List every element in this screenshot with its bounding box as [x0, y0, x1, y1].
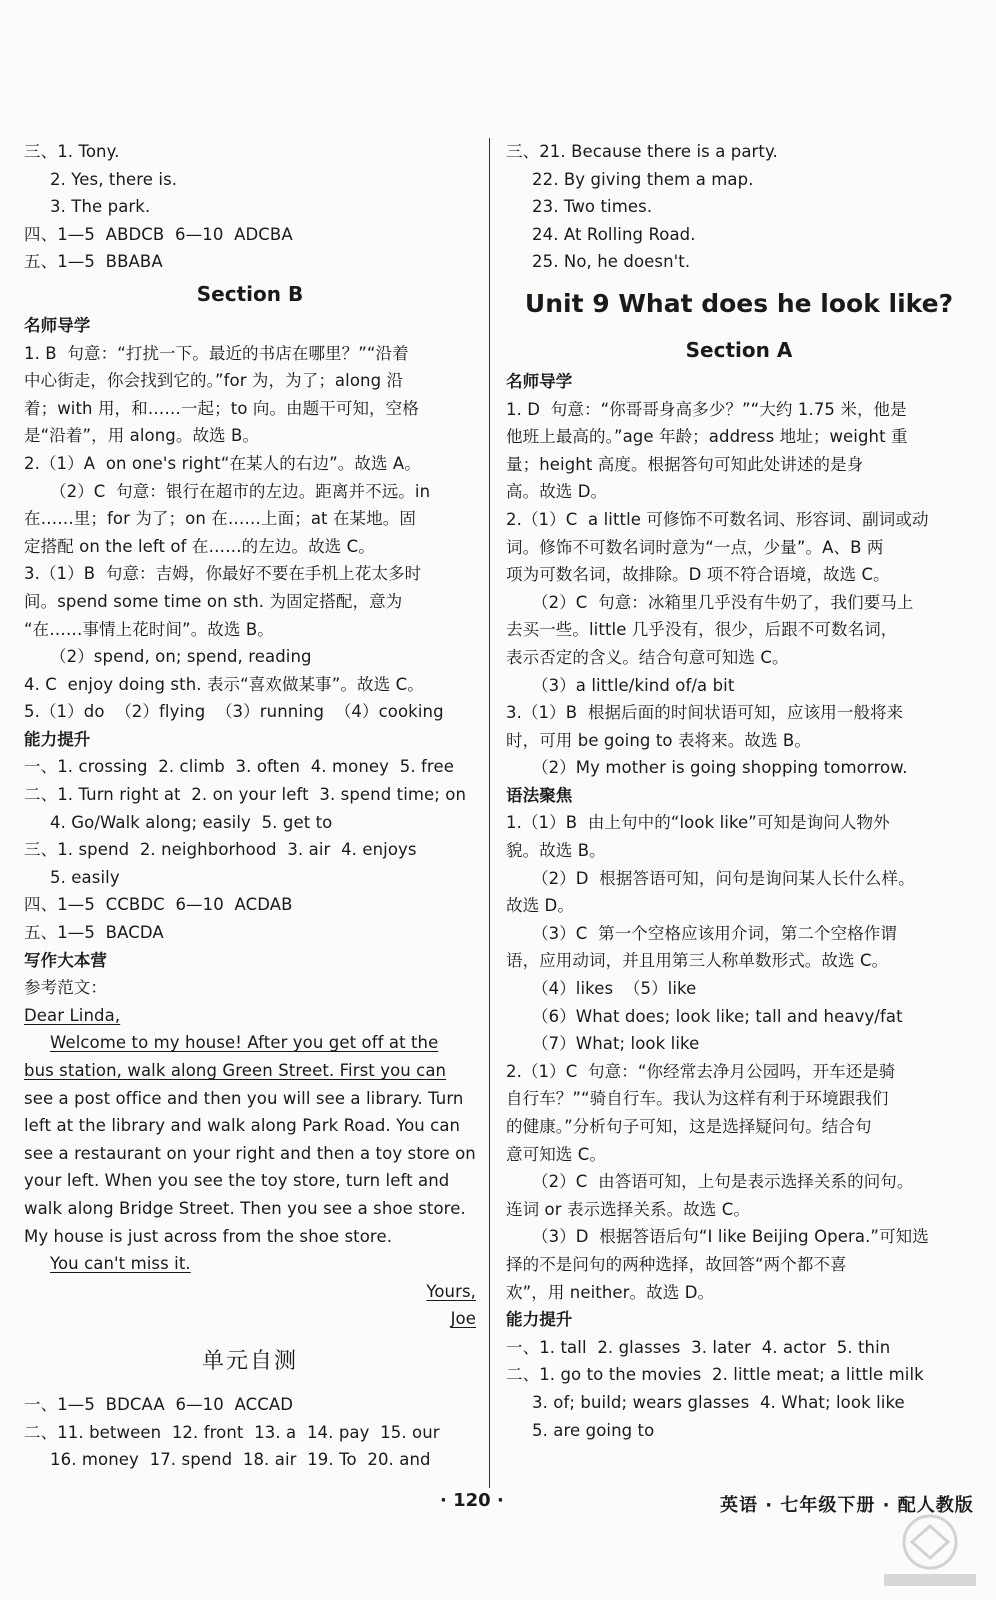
- text-line: My house is just across from the shoe store.: [24, 1226, 393, 1246]
- text-line: 欢”，用 neither。故选 D。: [506, 1282, 715, 1302]
- text-line: 2.（1）C a little 可修饰不可数名词、形容词、副词或动: [506, 509, 929, 529]
- text-line: walk along Bridge Street. Then you see a shoe store.: [24, 1198, 466, 1218]
- text-line: 1. B 句意：“打扰一下。最近的书店在哪里？”“沿着: [24, 343, 409, 363]
- text-line: 二、11. between 12. front 13. a 14. pay 15. our: [24, 1422, 440, 1442]
- text-line: 二、1. go to the movies 2. little meat; a little milk: [506, 1365, 924, 1385]
- subheading: 能力提升: [24, 729, 91, 749]
- text-line: 5. are going to: [532, 1420, 655, 1440]
- text-line: 词。修饰不可数名词时意为“一点，少量”。A、B 两: [506, 537, 884, 557]
- book-label: 英语 · 七年级下册 · 配人教版: [720, 1495, 974, 1516]
- text-line: 一、1—5 BDCAA 6—10 ACCAD: [24, 1394, 294, 1414]
- text-line: （3）C 第一个空格应该用介词，第二个空格作谓: [532, 923, 897, 943]
- text-line: 间。spend some time on sth. 为固定搭配，意为: [24, 591, 403, 611]
- text-line: 中心街走，你会找到它的。”for 为，为了；along 沿: [24, 371, 404, 391]
- underlined-text: Welcome to my house! After you get off at the: [50, 1033, 439, 1053]
- text-line: 22. By giving them a map.: [532, 169, 754, 189]
- text-line: 连词 or 表示选择关系。故选 C。: [506, 1199, 750, 1219]
- text-line: 五、1—5 BACDA: [24, 923, 164, 943]
- text-line: [24, 1057, 476, 1085]
- text-line: 的健康。”分析句子可知，这是选择疑问句。结合句: [506, 1117, 872, 1136]
- text-line: 23. Two times.: [532, 197, 653, 217]
- page-number: · 120 ·: [440, 1490, 504, 1511]
- text-line: 一、1. crossing 2. climb 3. often 4. money 5. free: [24, 757, 454, 777]
- text-line: 是“沿着”，用 along。故选 B。: [24, 426, 260, 446]
- text-line: 四、1—5 CCBDC 6—10 ACDAB: [24, 895, 293, 915]
- column-divider: [489, 138, 490, 1488]
- text-line: left at the library and walk along Park Road. You can: [24, 1116, 461, 1136]
- text-line: 1. D 句意：“你哥哥身高多少？”“大约 1.75 米，他是: [506, 399, 907, 419]
- text-line: 择的不是问句的两种选择，故回答“两个都不喜: [506, 1254, 847, 1274]
- text-line: 五、1—5 BBABA: [24, 252, 163, 272]
- text-line: 3. The park.: [50, 197, 151, 217]
- text-line: [24, 1002, 476, 1030]
- text-line: 貌。故选 B。: [506, 841, 606, 861]
- text-line: （2）spend, on; spend, reading: [50, 647, 312, 667]
- text-line: （6）What does; look like; tall and heavy/fat: [532, 1006, 903, 1026]
- underlined-text: bus station, walk along Green Street. First you can: [24, 1061, 447, 1080]
- text-line: 定搭配 on the left of 在……的左边。故选 C。: [24, 536, 375, 556]
- text-line: 3.（1）B 句意：吉姆，你最好不要在手机上花太多时: [24, 564, 422, 584]
- text-line: 2. Yes, there is.: [50, 169, 178, 189]
- text-line: 25. No, he doesn't.: [532, 252, 691, 272]
- text-line: （2）C 句意：银行在超市的左边。距离并不远。in: [50, 481, 431, 501]
- underlined-text: Joe: [450, 1309, 476, 1329]
- unit-test-heading: 单元自测: [201, 1348, 298, 1374]
- text-line: see a post office and then you will see a library. Turn: [24, 1088, 464, 1108]
- text-line: 自行车？”“骑自行车。我认为这样有利于环境跟我们: [506, 1089, 889, 1109]
- text-line: [24, 1029, 476, 1057]
- unit-title: Unit 9 What does he look like?: [524, 288, 954, 318]
- underlined-text: Yours,: [426, 1281, 476, 1301]
- text-line: 三、1. Tony.: [24, 142, 120, 161]
- text-line: 3.（1）B 根据后面的时间状语可知，应该用一般将来: [506, 703, 904, 723]
- text-line: 5. easily: [50, 867, 120, 887]
- text-line: 三、21. Because there is a party.: [506, 142, 778, 161]
- left-column: [24, 138, 476, 1474]
- text-line: 四、1—5 ABDCB 6—10 ADCBA: [24, 224, 293, 244]
- subheading: 写作大本营: [24, 950, 107, 970]
- subheading: 名师导学: [24, 315, 91, 335]
- text-line: 时，可用 be going to 表将来。故选 B。: [506, 730, 811, 750]
- text-line: 2.（1）C 句意：“你经常去净月公园吗，开车还是骑: [506, 1061, 896, 1081]
- text-line: 着；with 用，和……一起；to 向。由题干可知，空格: [24, 398, 419, 418]
- subheading: 名师导学: [506, 371, 573, 391]
- text-line: （2）C 句意：冰箱里几乎没有牛奶了，我们要马上: [532, 592, 914, 612]
- section-heading: Section A: [685, 337, 793, 362]
- text-line: 故选 D。: [506, 896, 574, 916]
- text-line: （2）D 根据答语可知，问句是询问某人长什么样。: [532, 868, 915, 888]
- text-line: （3）D 根据答语后句“I like Beijing Opera.”可知选: [532, 1227, 929, 1247]
- text-line: [24, 1305, 476, 1333]
- text-line: （3）a little/kind of/a bit: [532, 675, 735, 695]
- text-line: （7）What; look like: [532, 1034, 700, 1054]
- underlined-text: You can't miss it.: [50, 1254, 191, 1274]
- text-line: （4）likes （5）like: [532, 979, 697, 999]
- text-line: （2）C 由答语可知，上句是表示选择关系的问句。: [532, 1172, 914, 1192]
- text-line: 二、1. Turn right at 2. on your left 3. spend time; on: [24, 785, 467, 805]
- text-line: 参考范文：: [24, 978, 107, 998]
- text-line: （2）My mother is going shopping tomorrow.: [532, 758, 908, 778]
- subheading: 能力提升: [506, 1310, 573, 1330]
- text-line: 4. C enjoy doing sth. 表示“喜欢做某事”。故选 C。: [24, 674, 424, 694]
- section-heading: Section B: [196, 281, 304, 306]
- right-column: [506, 138, 972, 1444]
- text-line: 1.（1）B 由上句中的“look like”可知是询问人物外: [506, 813, 890, 833]
- text-line: 量；height 高度。根据答句可知此处讲述的是身: [506, 454, 864, 474]
- text-line: 24. At Rolling Road.: [532, 224, 696, 244]
- text-line: 一、1. tall 2. glasses 3. later 4. actor 5. thin: [506, 1337, 891, 1357]
- text-line: [24, 1250, 476, 1278]
- text-line: 去买一些。little 几乎没有，很少，后跟不可数名词，: [506, 620, 898, 640]
- watermark-logo-icon: [878, 1512, 982, 1588]
- text-line: 16. money 17. spend 18. air 19. To 20. and: [50, 1450, 431, 1470]
- text-line: 2.（1）A on one's right“在某人的右边”。故选 A。: [24, 453, 421, 473]
- text-line: 意可知选 C。: [506, 1144, 606, 1164]
- text-line: 语，应用动词，并且用第三人称单数形式。故选 C。: [506, 951, 889, 971]
- text-line: see a restaurant on your right and then a toy store on: [24, 1143, 476, 1163]
- text-line: 表示否定的含义。结合句意可知选 C。: [506, 647, 789, 667]
- subheading: 语法聚焦: [506, 785, 573, 805]
- text-line: 他班上最高的。”age 年龄；address 地址；weight 重: [506, 427, 908, 447]
- text-line: 三、1. spend 2. neighborhood 3. air 4. enjoys: [24, 840, 417, 860]
- text-line: 5.（1）do （2）flying （3）running （4）cooking: [24, 702, 444, 722]
- text-line: 3. of; build; wears glasses 4. What; look like: [532, 1392, 905, 1412]
- text-line: “在……事情上花时间”。故选 B。: [24, 619, 274, 639]
- text-line: [24, 1278, 476, 1306]
- text-line: 4. Go/Walk along; easily 5. get to: [50, 812, 333, 832]
- underlined-text: Dear Linda,: [24, 1005, 121, 1025]
- text-line: 项为可数名词，故排除。D 项不符合语境，故选 C。: [506, 565, 890, 585]
- text-line: 高。故选 D。: [506, 482, 608, 502]
- text-line: your left. When you see the toy store, turn left and: [24, 1171, 450, 1191]
- text-line: 在……里；for 为了；on 在……上面；at 在某地。固: [24, 509, 416, 529]
